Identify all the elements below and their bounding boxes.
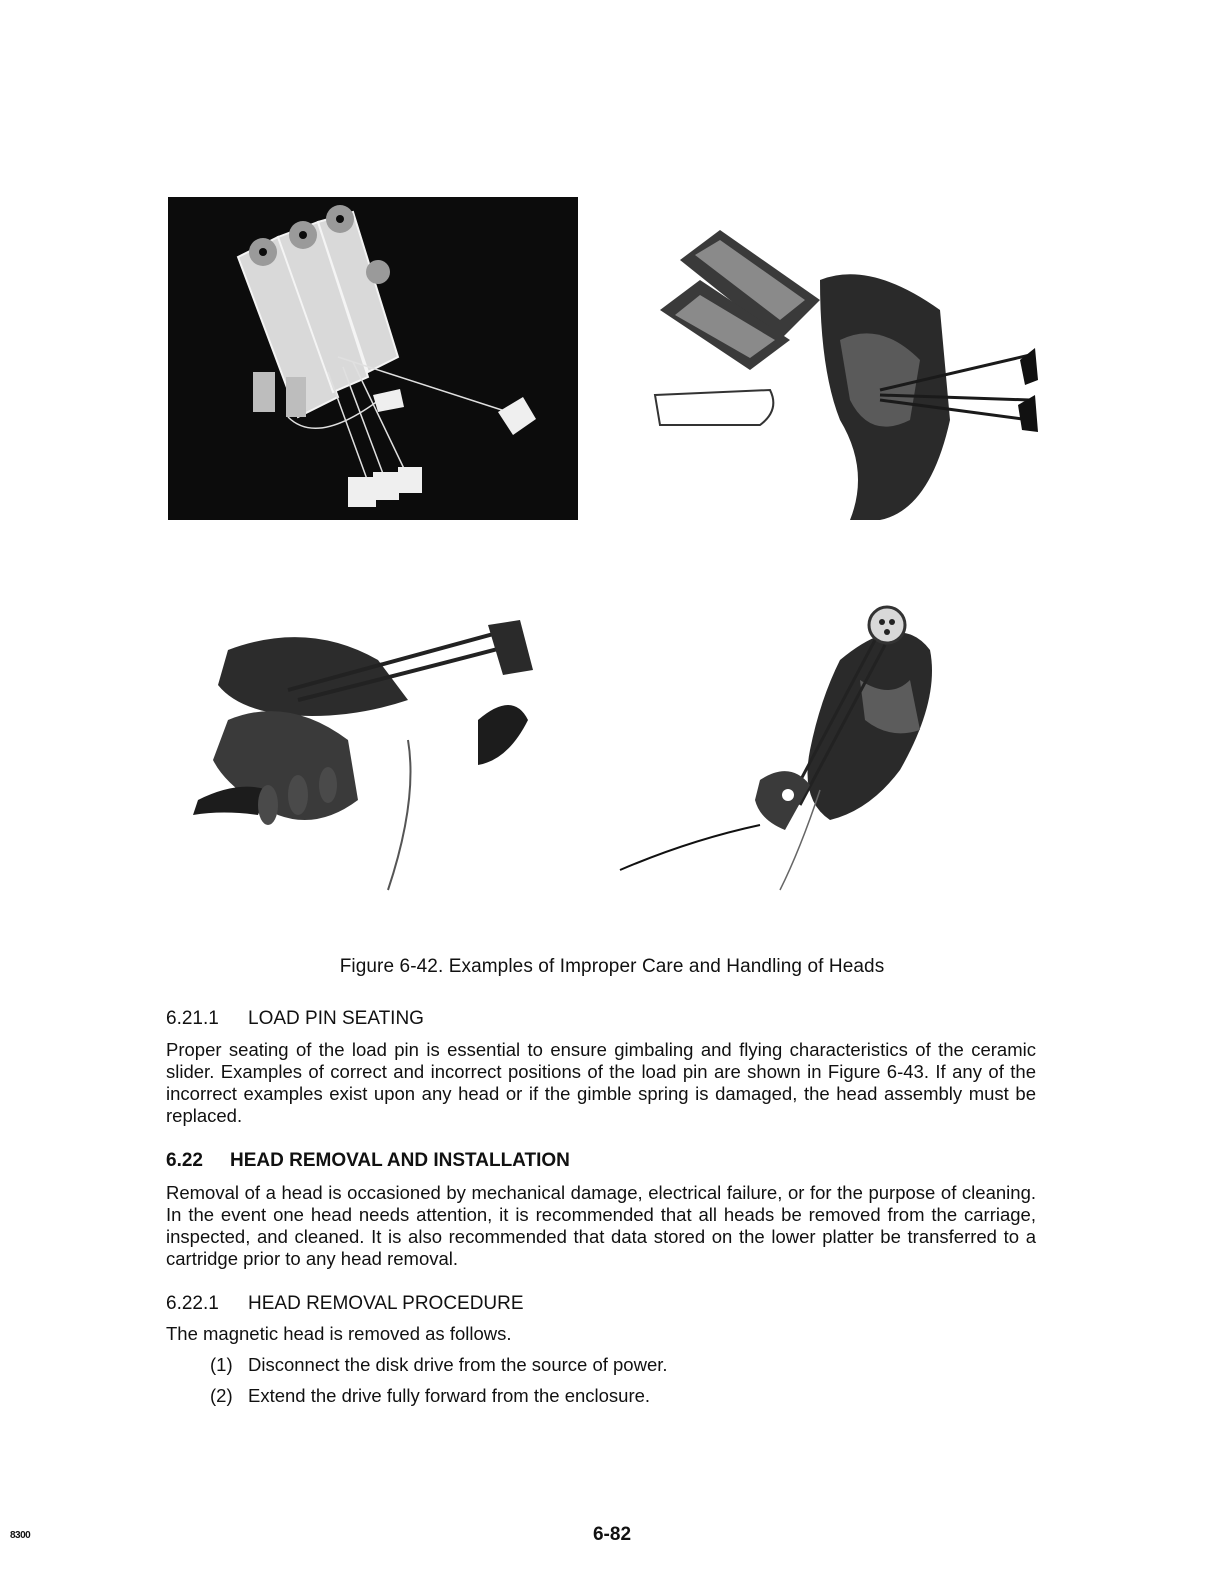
procedure-step [210,1385,650,1407]
section-title: LOAD PIN SEATING [248,1008,424,1029]
document-code: 8300 [10,1530,31,1541]
section-body-head-removal: Removal of a head is occasioned by mechanical damage, electrical failure, or for the purpose of cleaning. In the event one head needs attention, it is recommended that all heads be removed from the carriage, inspected, and cleaned. It is also recommended that data stored on the lower platter be transferred to a cartridge prior to any head removal. [166,1182,1036,1269]
procedure-step [210,1354,668,1376]
photo-hand-holding-head-by-cable [168,600,548,895]
page-number: 6-82 [592,1524,632,1545]
section-heading-removal-procedure [166,1293,524,1315]
section-heading-load-pin [166,1008,424,1030]
section-number: 6.21.1 [166,1008,219,1029]
photo-heads-tangled-wires [168,197,578,520]
section-number: 6.22.1 [166,1293,219,1314]
section-body-load-pin: Proper seating of the load pin is essential to ensure gimbaling and flying characteristics of the ceramic slider. Examples of correct and incorrect positions of the load pin are shown in Figure 6-43. If any of the incorrect examples exist upon any head or if the gimble spring is damaged, the head assembly must be replaced. [166,1039,1036,1126]
step-text: Extend the drive fully forward from the enclosure. [248,1385,651,1406]
section-title: HEAD REMOVAL AND INSTALLATION [230,1150,570,1171]
step-number: (1) [210,1354,233,1375]
step-number: (2) [210,1385,233,1406]
section-number: 6.22 [166,1150,203,1171]
step-text: Disconnect the disk drive from the source of power. [248,1354,668,1375]
figure-caption: Figure 6-42. Examples of Improper Care and Handling of Heads [339,956,885,977]
section-heading-head-removal [166,1150,570,1172]
section-title: HEAD REMOVAL PROCEDURE [248,1293,524,1314]
photo-hand-holding-single-head [610,590,1010,895]
photo-hand-gripping-heads [640,220,1040,520]
procedure-intro: The magnetic head is removed as follows. [166,1323,512,1344]
